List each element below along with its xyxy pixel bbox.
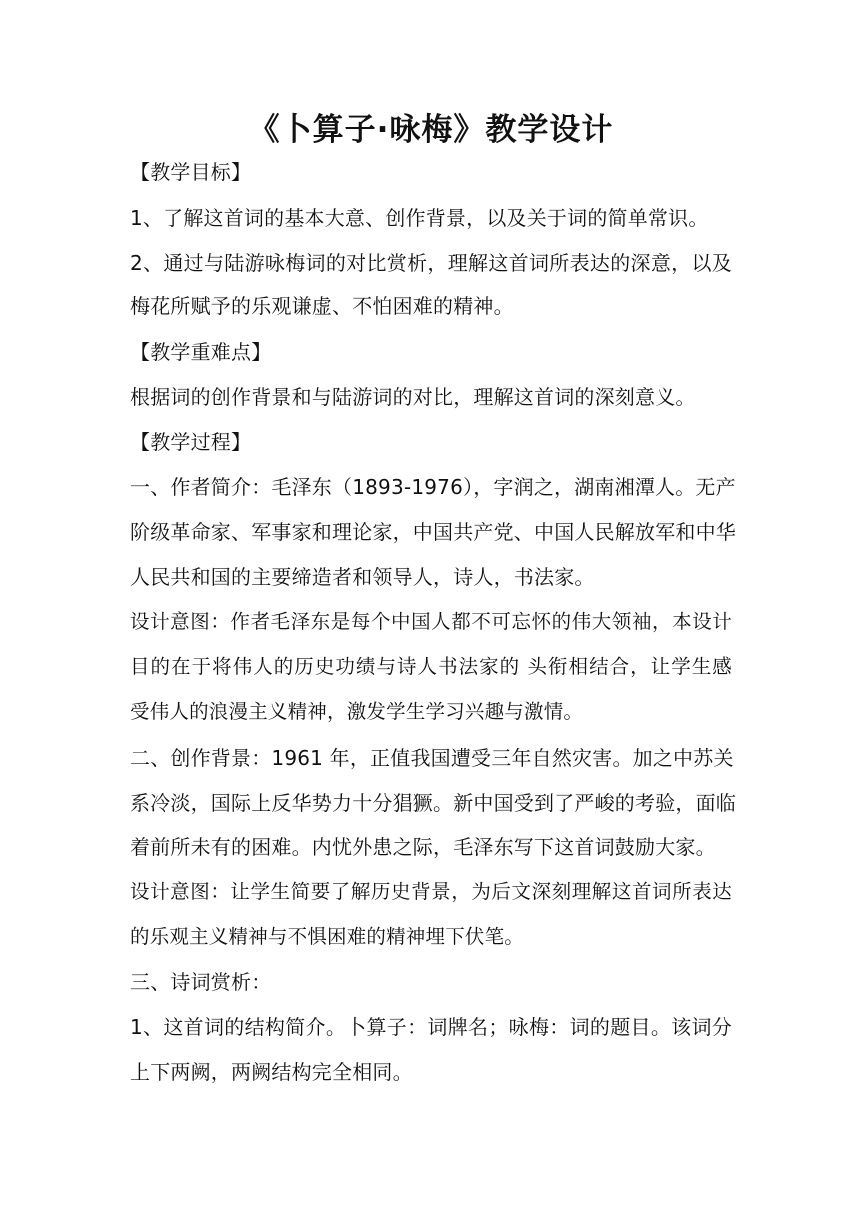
design-intent-2-line-1: 设计意图：让学生简要了解历史背景，为后文深刻理解这首词所表达: [130, 880, 732, 903]
structure-intro-line-1: 1、这首词的结构简介。卜算子：词牌名；咏梅：词的题目。该词分: [130, 1015, 732, 1039]
heading-teaching-objectives: 【教学目标】: [130, 160, 252, 184]
objective-2-line-1: 2、通过与陆游咏梅词的对比赏析，理解这首词所表达的深意，以及: [130, 251, 732, 275]
design-intent-1-line-1: 设计意图：作者毛泽东是每个中国人都不可忘怀的伟大领袖，本设计: [130, 610, 732, 633]
design-intent-1-line-3: 受伟人的浪漫主义精神，激发学生学习兴趣与激情。: [130, 700, 584, 723]
background-line-1: 二、创作背景：1961 年，正值我国遭受三年自然灾害。加之中苏关: [130, 746, 734, 770]
background-line-3: 着前所未有的困难。内忧外患之际，毛泽东写下这首词鼓励大家。: [130, 835, 716, 859]
objective-1: 1、了解这首词的基本大意、创作背景，以及关于词的简单常识。: [130, 206, 709, 230]
author-intro-line-1: 一、作者简介：毛泽东（1893-1976），字润之，湖南湘潭人。无产: [130, 475, 736, 499]
document-title: 《卜算子·咏梅》教学设计: [248, 112, 614, 148]
poem-analysis-heading: 三、诗词赏析：: [130, 970, 272, 994]
heading-teaching-process: 【教学过程】: [130, 430, 252, 454]
key-difficulty-text: 根据词的创作背景和与陆游词的对比，理解这首词的深刻意义。: [130, 385, 696, 409]
author-intro-line-2: 阶级革命家、军事家和理论家，中国共产党、中国人民解放军和中华: [130, 520, 736, 544]
objective-2-line-2: 梅花所赋予的乐观谦虚、不怕困难的精神。: [130, 294, 514, 318]
author-intro-line-3: 人民共和国的主要缔造者和领导人，诗人，书法家。: [130, 565, 595, 589]
heading-key-difficulties: 【教学重难点】: [130, 340, 272, 364]
structure-intro-line-2: 上下两阙，两阙结构完全相同。: [130, 1060, 413, 1084]
background-line-2: 系冷淡，国际上反华势力十分猖獗。新中国受到了严峻的考验，面临: [130, 791, 736, 815]
design-intent-1-line-2: 目的在于将伟人的历史功绩与诗人书法家的 头衔相结合，让学生感: [130, 655, 732, 678]
design-intent-2-line-2: 的乐观主义精神与不惧困难的精神埋下伏笔。: [130, 925, 525, 948]
